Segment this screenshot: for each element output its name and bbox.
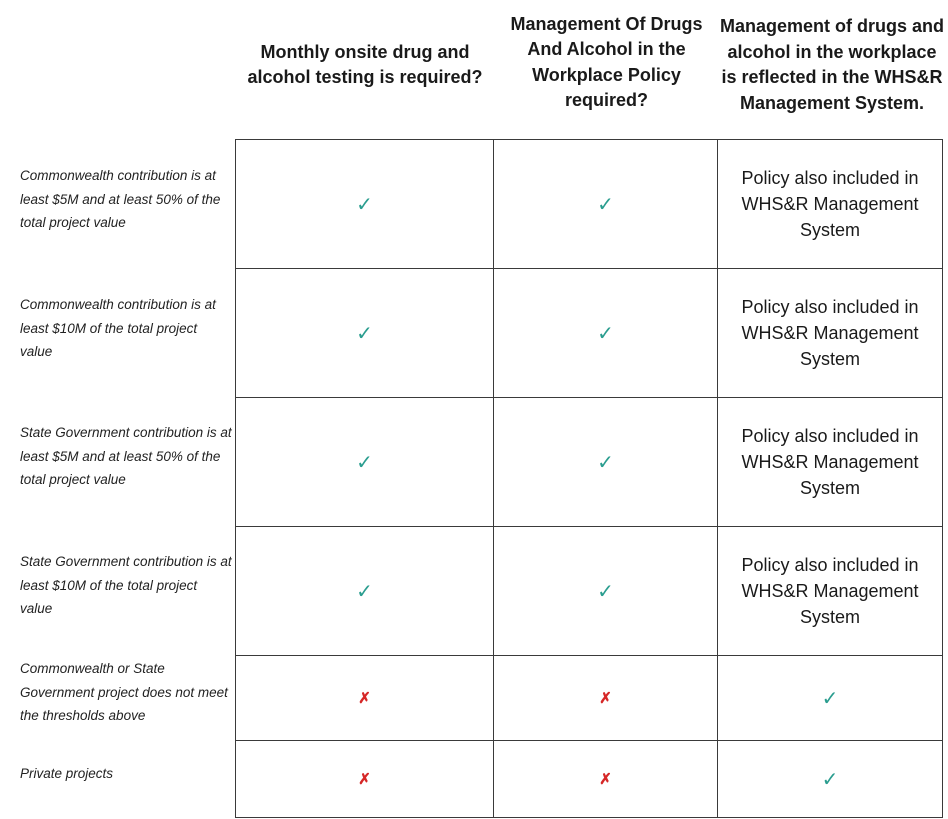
table-row (236, 398, 943, 527)
header-policy-required-text: Management Of Drugs And Alcohol in the Workplace Policy required? (510, 13, 703, 110)
header-monthly-testing (236, 30, 494, 100)
table-cell (236, 140, 494, 269)
cross-icon: ✗ (599, 770, 612, 788)
cross-icon: ✗ (358, 689, 371, 707)
check-icon: ✓ (597, 451, 614, 474)
check-icon: ✓ (597, 580, 614, 603)
table-cell (718, 527, 943, 656)
table-row (236, 140, 943, 269)
table-cell (494, 140, 718, 269)
table-cell (718, 269, 943, 398)
check-icon: ✓ (356, 193, 373, 216)
policy-note: Policy also included in WHS&R Management System (741, 555, 919, 627)
row-label-below-thresholds: Commonwealth or State Government project does not meet the thresholds above (20, 661, 228, 723)
table-cell (236, 656, 494, 741)
header-whsr-system (719, 0, 945, 130)
table-cell (718, 656, 943, 741)
header-policy-required (494, 10, 719, 115)
requirements-table (235, 139, 943, 818)
table-cell (236, 741, 494, 818)
table-cell (236, 269, 494, 398)
policy-note: Policy also included in WHS&R Management System (741, 168, 919, 240)
table-cell (718, 741, 943, 818)
table-cell (494, 741, 718, 818)
check-icon: ✓ (356, 451, 373, 474)
header-whsr-system-text: Management of drugs and alcohol in the workplace is reflected in the WHS&R Management System. (719, 16, 944, 113)
table-row (236, 269, 943, 398)
row-label-private: Private projects (20, 766, 114, 781)
check-icon: ✓ (821, 768, 839, 791)
check-icon: ✓ (356, 580, 373, 603)
row-label-state-5m: State Government contribution is at least $5M and at least 50% of the total project value (20, 425, 232, 487)
row-label-commonwealth-5m: Commonwealth contribution is at least $5M and at least 50% of the total project value (20, 168, 221, 230)
table-row (236, 741, 943, 818)
table-cell (494, 527, 718, 656)
policy-note: Policy also included in WHS&R Management System (741, 297, 919, 369)
table-cell (718, 140, 943, 269)
check-icon: ✓ (597, 322, 614, 345)
policy-note: Policy also included in WHS&R Management System (741, 426, 919, 498)
check-icon: ✓ (821, 687, 839, 710)
row-label-commonwealth-10m: Commonwealth contribution is at least $10M of the total project value (20, 297, 216, 359)
header-monthly-testing-text: Monthly onsite drug and alcohol testing is required? (247, 41, 483, 87)
table-cell (494, 656, 718, 741)
table-cell (236, 398, 494, 527)
cross-icon: ✗ (358, 770, 371, 788)
table-row (236, 527, 943, 656)
table-cell (494, 269, 718, 398)
row-label-state-10m: State Government contribution is at least $10M of the total project value (20, 554, 232, 616)
check-icon: ✓ (356, 322, 373, 345)
table-cell (718, 398, 943, 527)
check-icon: ✓ (597, 193, 614, 216)
cross-icon: ✗ (599, 689, 612, 707)
table-cell (236, 527, 494, 656)
table-cell (494, 398, 718, 527)
table-row (236, 656, 943, 741)
